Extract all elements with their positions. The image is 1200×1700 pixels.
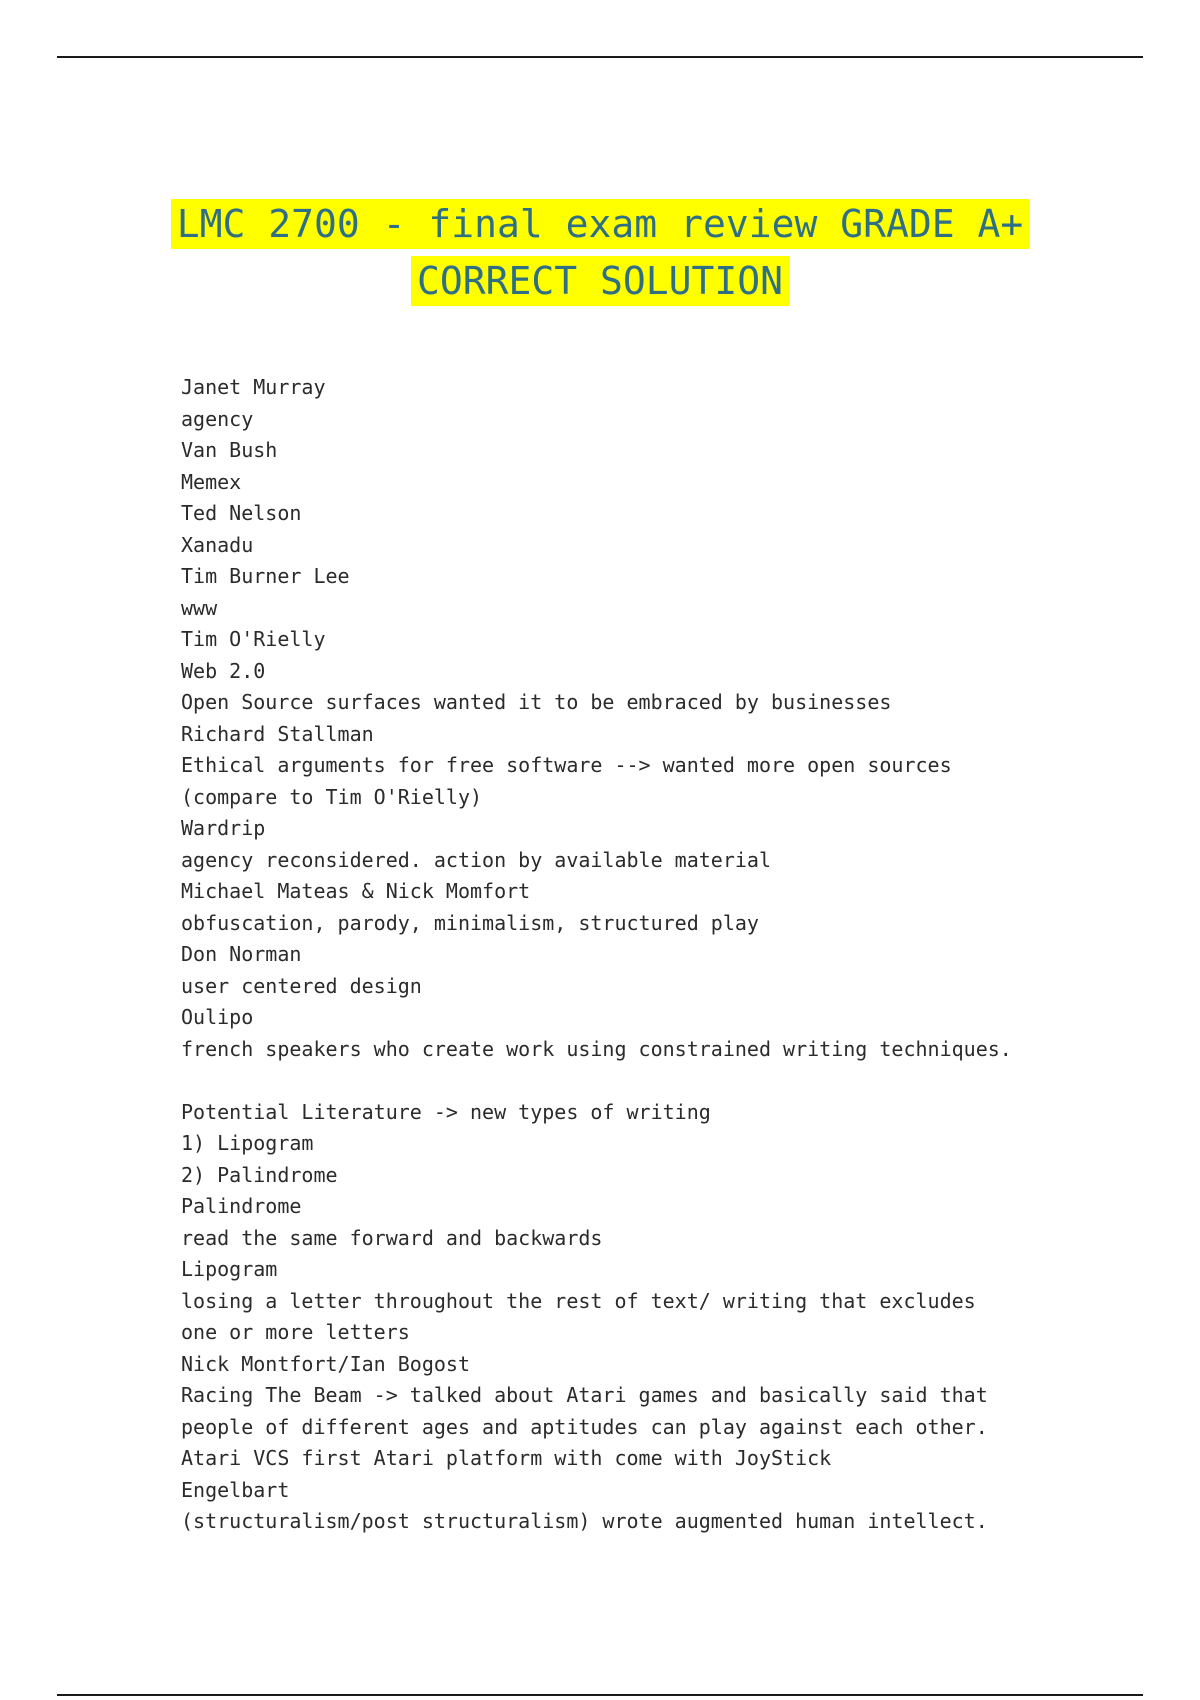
document-title	[100, 196, 1100, 310]
text-line: read the same forward and backwards	[181, 1225, 603, 1250]
bottom-rule	[57, 1694, 1143, 1696]
text-line: Ted Nelson	[181, 501, 302, 525]
text-line: agency reconsidered. action by available material	[181, 847, 772, 872]
text-line: one or more letters	[181, 1320, 410, 1344]
text-line: agency	[181, 406, 254, 431]
text-line: Atari VCS first Atari platform with come with JoyStick	[181, 1446, 832, 1470]
text-line: Open Source surfaces wanted it to be embraced by businesses	[181, 690, 892, 714]
text-line: Janet Murray	[181, 375, 326, 399]
text-line: people of different ages and aptitudes can play against each other.	[181, 1414, 988, 1439]
text-line: Lipogram	[181, 1257, 278, 1281]
text-line: 1) Lipogram	[181, 1131, 314, 1155]
text-line: Nick Montfort/Ian Bogost	[181, 1351, 470, 1376]
text-line: Potential Literature -> new types of writing	[181, 1099, 711, 1124]
text-line: Wardrip	[181, 816, 266, 840]
text-line: Oulipo	[181, 1005, 254, 1029]
text-line: Racing The Beam -> talked about Atari games and basically said that	[181, 1383, 988, 1407]
text-line: Tim Burner Lee	[181, 564, 350, 588]
text-line: Michael Mateas & Nick Momfort	[181, 879, 531, 903]
title-line-2: CORRECT SOLUTION	[411, 256, 789, 306]
text-line: 2) Palindrome	[181, 1162, 338, 1187]
text-line: (structuralism/post structuralism) wrote augmented human intellect.	[181, 1509, 988, 1533]
top-rule	[57, 56, 1143, 58]
text-line: obfuscation, parody, minimalism, structured play	[181, 910, 759, 935]
text-line: (compare to Tim O'Rielly)	[181, 784, 483, 809]
text-line: Richard Stallman	[181, 721, 374, 746]
text-line: Palindrome	[181, 1194, 302, 1218]
text-line: Memex	[181, 469, 242, 494]
text-line: Ethical arguments for free software --> wanted more open sources	[181, 753, 952, 777]
text-line: Xanadu	[181, 532, 254, 557]
text-line: Don Norman	[181, 942, 302, 966]
text-line: losing a letter throughout the rest of text/ writing that excludes	[181, 1288, 976, 1313]
text-line: french speakers who create work using constrained writing techniques.	[181, 1036, 1012, 1061]
text-line: Web 2.0	[181, 658, 266, 683]
text-line: www	[181, 595, 218, 620]
document-body	[181, 372, 1081, 1538]
text-line: Van Bush	[181, 438, 278, 462]
text-line: user centered design	[181, 973, 422, 998]
text-line: Tim O'Rielly	[181, 627, 326, 651]
text-line: Engelbart	[181, 1477, 290, 1502]
blank-line	[181, 1065, 1081, 1097]
title-line-1: LMC 2700 - final exam review GRADE A+	[171, 199, 1029, 249]
